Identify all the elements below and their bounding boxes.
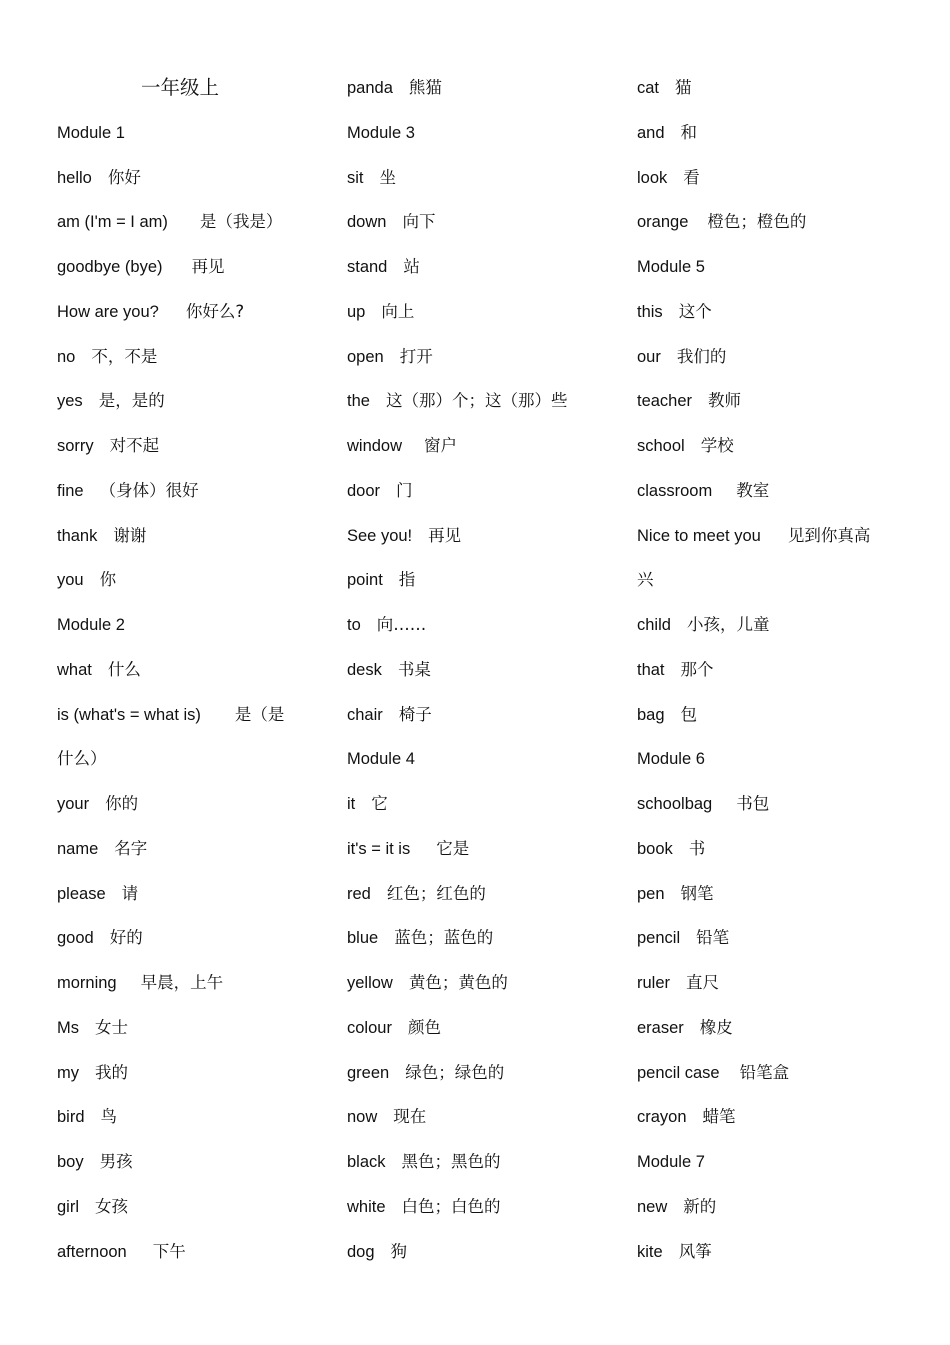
vocab-entry: [57, 379, 319, 424]
vocab-entry: [57, 156, 319, 201]
english-word: what: [57, 660, 92, 679]
vocab-entry: [637, 1185, 899, 1230]
chinese-meaning: 小孩，儿童: [686, 615, 770, 634]
english-word: schoolbag: [637, 795, 713, 813]
english-word: How are you?: [57, 302, 159, 321]
english-word: is (what's = what is): [57, 705, 201, 724]
english-word: now: [347, 1108, 378, 1127]
english-word: no: [57, 347, 76, 366]
vocab-entry: [347, 1140, 609, 1185]
chinese-meaning: 熊猫: [408, 78, 442, 97]
vocab-entry: [57, 916, 319, 961]
vocab-entry: [347, 200, 609, 245]
english-word: girl: [57, 1197, 80, 1216]
english-word: our: [637, 347, 661, 366]
vocab-entry: [347, 1185, 609, 1230]
chinese-meaning: 我们的: [676, 346, 727, 366]
chinese-meaning: 你好: [107, 167, 141, 187]
chinese-meaning: 请: [121, 883, 139, 903]
english-word: colour: [347, 1018, 392, 1037]
chinese-meaning: 钢笔: [680, 883, 714, 903]
vocab-entry: [637, 111, 899, 156]
chinese-meaning: 好的: [109, 928, 143, 948]
vocab-entry: [637, 335, 899, 380]
continued-meaning: 兴: [637, 570, 654, 590]
chinese-meaning: 红色；红色的: [386, 883, 486, 903]
english-word: goodbye (bye): [57, 258, 163, 276]
english-word: and: [637, 123, 665, 142]
chinese-meaning: 下午: [152, 1241, 186, 1261]
english-word: pencil: [637, 929, 681, 948]
vocab-entry: [347, 693, 609, 738]
vocab-entry: [57, 469, 319, 514]
vocab-entry: [637, 424, 899, 469]
chinese-meaning: 直尺: [686, 973, 720, 992]
vocab-entry: [57, 424, 319, 469]
english-word: my: [57, 1063, 79, 1082]
module-heading: Module 5: [637, 258, 705, 276]
vocab-entry: [347, 514, 609, 559]
english-word: teacher: [637, 392, 693, 411]
vocab-entry: [347, 916, 609, 961]
english-word: this: [637, 302, 663, 321]
english-word: to: [347, 616, 361, 634]
chinese-meaning: 你: [99, 570, 117, 590]
vocab-entry: [347, 872, 609, 917]
vocab-entry: [57, 693, 319, 738]
english-word: pencil case: [637, 1063, 720, 1082]
vocab-entry: [347, 558, 609, 603]
vocab-entry: [637, 290, 899, 335]
vocab-entry: [637, 514, 899, 559]
english-word: green: [347, 1063, 390, 1082]
chinese-meaning: 再见: [428, 525, 462, 545]
vocabulary-column-1: [57, 66, 319, 1274]
chinese-meaning: 黑色；黑色的: [401, 1152, 501, 1171]
chinese-meaning: 你的: [105, 794, 139, 813]
vocab-entry: [57, 245, 319, 290]
continued-meaning: 什么）: [57, 749, 107, 769]
english-word: classroom: [637, 481, 713, 500]
chinese-meaning: 女士: [95, 1017, 128, 1037]
vocab-entry: [637, 379, 899, 424]
vocab-entry: [347, 782, 609, 827]
chinese-meaning: 书: [688, 838, 706, 858]
english-word: ruler: [637, 974, 671, 992]
vocab-entry: [347, 1095, 609, 1140]
vocab-entry: [57, 827, 319, 872]
vocab-entry: [637, 693, 899, 738]
vocab-entry: [637, 66, 899, 111]
english-word: cat: [637, 79, 660, 97]
english-word: school: [637, 437, 685, 455]
chinese-meaning: 黄色；黄色的: [408, 973, 508, 992]
english-word: bag: [637, 705, 665, 724]
english-word: fine: [57, 481, 84, 500]
chinese-meaning: 教师: [708, 391, 742, 411]
vocab-entry: [57, 1230, 319, 1275]
chinese-meaning: 对不起: [109, 436, 160, 455]
chinese-meaning: 你好么?: [185, 301, 245, 321]
chinese-meaning: 书包: [736, 794, 770, 813]
english-word: look: [637, 168, 668, 187]
vocab-entry: [347, 424, 609, 469]
english-word: pen: [637, 884, 665, 903]
english-word: am (I'm = I am): [57, 213, 168, 232]
chinese-meaning: 包: [680, 704, 698, 724]
vocab-entry: [57, 514, 319, 559]
english-word: up: [347, 302, 366, 321]
vocab-entry: [637, 1230, 899, 1275]
chinese-meaning: 看: [683, 167, 700, 187]
chinese-meaning: 女孩: [95, 1196, 129, 1216]
vocab-entry: [637, 1095, 899, 1140]
english-word: boy: [57, 1153, 84, 1171]
grade-heading: 一年级上: [141, 76, 220, 99]
vocab-entry: [637, 200, 899, 245]
chinese-meaning: 教室: [736, 480, 770, 500]
english-word: that: [637, 660, 665, 679]
english-word: See you!: [347, 526, 413, 545]
module-heading: Module 4: [347, 750, 415, 769]
chinese-meaning: 男孩: [99, 1152, 133, 1171]
vocab-entry: [57, 558, 319, 603]
english-word: blue: [347, 929, 379, 948]
chinese-meaning: 指: [398, 570, 416, 590]
chinese-meaning: 这（那）个；这（那）些: [385, 391, 568, 411]
english-word: down: [347, 213, 387, 232]
chinese-meaning: 鸟: [100, 1107, 118, 1127]
chinese-meaning: 和: [680, 122, 698, 142]
english-word: white: [347, 1197, 386, 1216]
english-word: afternoon: [57, 1242, 127, 1261]
english-word: yes: [57, 392, 83, 411]
chinese-meaning: 坐: [379, 167, 396, 187]
english-word: desk: [347, 660, 382, 679]
english-word: it: [347, 795, 356, 813]
english-word: child: [637, 616, 671, 634]
vocab-entry: [637, 1006, 899, 1051]
chinese-meaning: 打开: [399, 346, 433, 366]
vocab-entry: [637, 782, 899, 827]
english-word: hello: [57, 168, 92, 187]
english-word: crayon: [637, 1108, 687, 1127]
vocabulary-column-3: [637, 66, 899, 1274]
vocab-entry: [637, 603, 899, 648]
english-word: window: [347, 437, 403, 455]
vocab-entry: [57, 290, 319, 335]
english-word: name: [57, 839, 99, 858]
chinese-meaning: （身体）很好: [99, 480, 199, 500]
vocab-entry: [637, 872, 899, 917]
vocab-entry: [57, 200, 319, 245]
vocab-entry: [347, 1051, 609, 1096]
vocab-entry: [347, 648, 609, 693]
english-word: black: [347, 1153, 386, 1171]
english-word: yellow: [347, 974, 393, 992]
vocab-entry: [57, 1095, 319, 1140]
module-heading: Module 1: [57, 123, 125, 142]
vocab-entry: [57, 872, 319, 917]
vocab-entry: [347, 603, 609, 648]
chinese-meaning: 它: [371, 794, 388, 813]
english-word: kite: [637, 1242, 663, 1261]
chinese-meaning: 椅子: [398, 704, 432, 724]
english-word: the: [347, 392, 370, 411]
chinese-meaning: 向下: [402, 212, 436, 232]
chinese-meaning: 绿色；绿色的: [405, 1062, 505, 1082]
english-word: please: [57, 884, 106, 903]
chinese-meaning: 是（是: [234, 704, 285, 724]
vocab-entry: [637, 1051, 899, 1096]
vocab-entry: [637, 916, 899, 961]
chinese-meaning: 白色；白色的: [401, 1196, 501, 1216]
vocab-entry: [57, 782, 319, 827]
english-word: Ms: [57, 1018, 79, 1037]
chinese-meaning: 书桌: [397, 659, 431, 679]
vocab-entry: [347, 245, 609, 290]
vocab-entry: [347, 1006, 609, 1051]
english-word: chair: [347, 705, 383, 724]
english-word: panda: [347, 79, 393, 97]
vocab-entry: [57, 1185, 319, 1230]
english-word: you: [57, 571, 84, 590]
english-word: book: [637, 839, 673, 858]
vocab-entry: [347, 156, 609, 201]
chinese-meaning: 蓝色；蓝色的: [394, 928, 494, 948]
chinese-meaning: 我的: [95, 1062, 128, 1082]
module-heading: Module 3: [347, 123, 415, 142]
english-word: open: [347, 347, 384, 366]
chinese-meaning: 什么: [107, 659, 141, 679]
vocab-entry: [57, 1006, 319, 1051]
module-heading: Module 2: [57, 616, 125, 634]
chinese-meaning: 早晨，上午: [140, 973, 224, 992]
chinese-meaning: 铅笔: [696, 928, 730, 948]
vocab-entry: [57, 648, 319, 693]
chinese-meaning: 颜色: [407, 1017, 441, 1037]
vocab-entry: [347, 66, 609, 111]
chinese-meaning: 门: [396, 480, 413, 500]
vocab-entry: [347, 469, 609, 514]
vocabulary-column-2: [347, 66, 609, 1274]
chinese-meaning: 风筝: [678, 1241, 712, 1261]
vocab-entry: [347, 827, 609, 872]
vocab-entry: [637, 156, 899, 201]
english-word: good: [57, 929, 94, 948]
vocab-entry: [57, 961, 319, 1006]
english-word: stand: [347, 258, 388, 276]
english-word: point: [347, 571, 383, 590]
vocab-entry: [347, 379, 609, 424]
english-word: sorry: [57, 437, 94, 455]
chinese-meaning: 谢谢: [113, 525, 147, 545]
chinese-meaning: 猫: [675, 78, 692, 97]
vocab-entry: [637, 961, 899, 1006]
chinese-meaning: 新的: [683, 1196, 717, 1216]
chinese-meaning: 向上: [381, 301, 415, 321]
english-word: new: [637, 1197, 668, 1216]
chinese-meaning: 现在: [393, 1107, 427, 1127]
english-word: red: [347, 884, 371, 903]
chinese-meaning: 蜡笔: [702, 1107, 736, 1127]
chinese-meaning: 是（我是）: [199, 212, 283, 232]
vocab-entry: [57, 1051, 319, 1096]
chinese-meaning: 不，不是: [91, 346, 158, 366]
english-word: door: [347, 481, 381, 500]
chinese-meaning: 那个: [680, 659, 714, 679]
vocab-entry: [637, 648, 899, 693]
vocab-entry: [637, 827, 899, 872]
english-word: your: [57, 795, 90, 813]
chinese-meaning: 见到你真高: [787, 525, 871, 545]
chinese-meaning: 名字: [114, 838, 148, 858]
chinese-meaning: 是，是的: [98, 391, 165, 411]
vocab-entry: [637, 469, 899, 514]
chinese-meaning: 狗: [390, 1241, 408, 1261]
chinese-meaning: 向……: [376, 615, 427, 634]
english-word: orange: [637, 213, 689, 232]
english-word: thank: [57, 526, 98, 545]
module-heading: Module 6: [637, 750, 705, 769]
module-heading: Module 7: [637, 1153, 705, 1171]
chinese-meaning: 它是: [436, 838, 470, 858]
chinese-meaning: 窗户: [424, 436, 458, 455]
english-word: dog: [347, 1242, 375, 1261]
vocab-entry: [347, 335, 609, 380]
english-word: sit: [347, 168, 364, 187]
vocab-entry: [57, 335, 319, 380]
english-word: eraser: [637, 1018, 684, 1037]
chinese-meaning: 橙色；橙色的: [707, 212, 807, 232]
vocab-entry: [347, 961, 609, 1006]
vocab-entry: [347, 290, 609, 335]
english-word: morning: [57, 974, 117, 992]
chinese-meaning: 站: [403, 257, 420, 276]
english-word: Nice to meet you: [637, 526, 761, 545]
chinese-meaning: 铅笔盒: [739, 1062, 790, 1082]
english-word: it's = it is: [347, 839, 411, 858]
chinese-meaning: 橡皮: [699, 1017, 733, 1037]
english-word: bird: [57, 1108, 85, 1127]
chinese-meaning: 学校: [700, 436, 734, 455]
vocab-entry: [347, 1230, 609, 1275]
chinese-meaning: 这个: [678, 301, 712, 321]
vocab-entry: [57, 1140, 319, 1185]
chinese-meaning: 再见: [191, 257, 225, 276]
